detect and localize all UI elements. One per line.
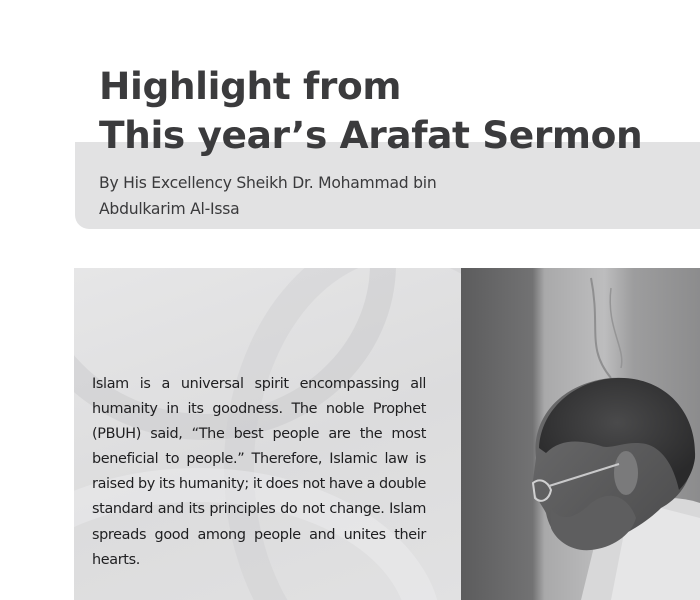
article-body: Islam is a universal spirit encompassing all humanity in its goodness. The noble Prophet (PBUH) said, “The best people are the most beneficial to people.” Therefore, Islamic law is raised by its humanity; it does not have a double standard and its principles do not change. Islam spreads good among people and unites their hearts. <box>92 376 426 568</box>
portrait-image <box>461 268 700 600</box>
byline-line-1: By His Excellency Sheikh Dr. Mohammad bin <box>99 174 437 192</box>
author-byline <box>99 170 436 222</box>
byline-line-2: Abdulkarim Al-Issa <box>99 200 240 218</box>
title-line-2: This year’s Arafat Sermon <box>99 113 643 157</box>
author-photo <box>461 268 700 600</box>
page-title <box>99 62 642 160</box>
title-line-1: Highlight from <box>99 64 402 108</box>
